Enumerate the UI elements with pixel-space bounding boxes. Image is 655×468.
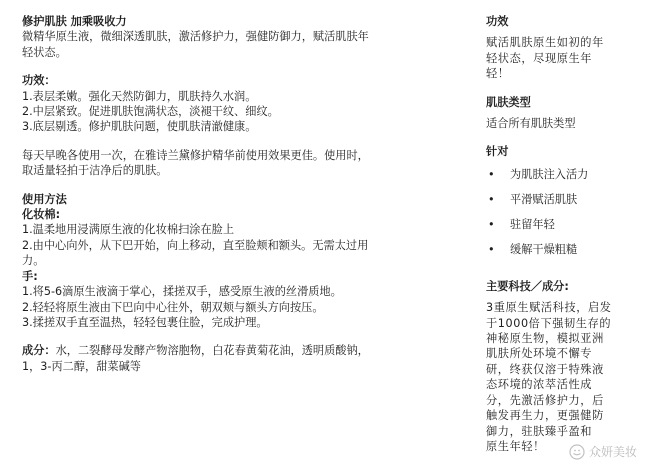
target-heading: 针对 <box>486 145 509 159</box>
intro-line-2: 轻状态。 <box>22 45 67 59</box>
hand-step-2: 2.轻轻将原生液由下巴向中心往外，朝双颊与额头方向按压。 <box>22 300 324 314</box>
ingredients-line-2: 1，3-丙二醇，甜菜碱等 <box>22 359 141 373</box>
tech-text-10: 原生年轻！ <box>486 439 545 453</box>
target-item-label: 为肌肤注入活力 <box>510 167 589 181</box>
watermark <box>569 443 637 460</box>
tip-line-2: 取适量轻拍于洁净后的肌肤。 <box>22 164 168 178</box>
cotton-step-2: 2.由中心向外，从下巴开始，向上移动，直至脸颊和额头。无需太过用 <box>22 238 369 252</box>
product-summary <box>486 14 644 454</box>
ingredients-text: 水，二裂酵母发酵产物溶胞物，白花春黄菊花油，透明质酸钠， <box>55 344 369 358</box>
effect-item-3: 3.底层剔透。修护肌肤问题，使肌肤清澈健康。 <box>22 120 257 134</box>
effect-text-3: 轻！ <box>486 67 510 81</box>
skin-type-heading: 肌肤类型 <box>486 95 531 109</box>
effect-item-1: 1.表层柔嫩。强化天然防御力，肌肤持久水润。 <box>22 89 257 103</box>
tech-text-8: 触发再生力，更强健防 <box>486 409 604 423</box>
target-item-label: 缓解干燥粗糙 <box>510 242 578 256</box>
bullet-icon: • <box>488 192 495 206</box>
intro-line-1: 微精华原生液，微细深透肌肤，激活修护力，强健防御力，赋活肌肤年 <box>22 30 369 44</box>
tech-text-2: 于1000倍下强韧生存的 <box>486 316 612 330</box>
tech-text-4: 肌肤所处环境不懈专 <box>486 347 593 361</box>
target-list <box>486 166 644 266</box>
target-item <box>486 241 644 266</box>
tech-text-7: 分，先激活修护力，后 <box>486 393 604 407</box>
section-title: 修护肌肤 加乘吸收力 <box>22 15 127 28</box>
hand-step-1: 1.将5-6滴原生液滴于掌心，揉搓双手，感受原生液的丝滑质地。 <box>22 285 342 299</box>
cotton-step-2-cont: 力。 <box>22 254 45 268</box>
target-item <box>486 216 644 241</box>
effect-item-2: 2.中层紧致。促进肌肤饱满状态，淡褪干纹、细纹。 <box>22 105 279 119</box>
tech-text-1: 3重原生赋活科技，启发 <box>486 301 612 315</box>
tip-line-1: 每天早晚各使用一次，在雅诗兰黛修护精华前使用效果更佳。使用时， <box>22 148 369 162</box>
cotton-step-1: 1.温柔地用浸满原生液的化妆棉扫涂在脸上 <box>22 223 235 237</box>
effect-text-1: 赋活肌肤原生如初的年 <box>486 36 604 50</box>
effects-heading: 功效： <box>22 74 56 88</box>
skin-type-text: 适合所有肌肤类型 <box>486 117 576 131</box>
bullet-icon: • <box>488 242 495 256</box>
bullet-icon: • <box>488 217 495 231</box>
tech-text-9: 御力，驻肤臻乎盈和 <box>486 424 593 438</box>
cotton-heading: 化妆棉: <box>22 208 61 222</box>
target-item-label: 驻留年轻 <box>510 217 555 231</box>
hand-heading: 手: <box>22 269 38 283</box>
tech-text-3: 神秘原生物，模拟亚洲 <box>486 332 604 346</box>
effect-heading: 功效 <box>486 15 509 28</box>
bullet-icon: • <box>488 167 495 181</box>
tech-text-6: 态环境的浓萃活性成 <box>486 378 593 392</box>
wechat-logo-icon <box>569 444 585 460</box>
target-item <box>486 191 644 216</box>
target-item-label: 平滑赋活肌肤 <box>510 192 578 206</box>
watermark-text: 众妍美妆 <box>588 445 637 459</box>
tech-text-5: 研，终获仅溶于特殊液 <box>486 362 604 376</box>
tech-heading: 主要科技／成分: <box>486 279 569 293</box>
usage-heading: 使用方法 <box>22 192 67 206</box>
target-item <box>486 166 644 191</box>
ingredients-label: 成分： <box>22 344 56 358</box>
hand-step-3: 3.揉搓双手直至温热，轻轻包裹住脸，完成护理。 <box>22 315 268 329</box>
ingredients-line-1 <box>22 343 427 358</box>
product-description <box>22 14 427 374</box>
effect-text-2: 轻状态，尽现原生年 <box>486 51 593 65</box>
